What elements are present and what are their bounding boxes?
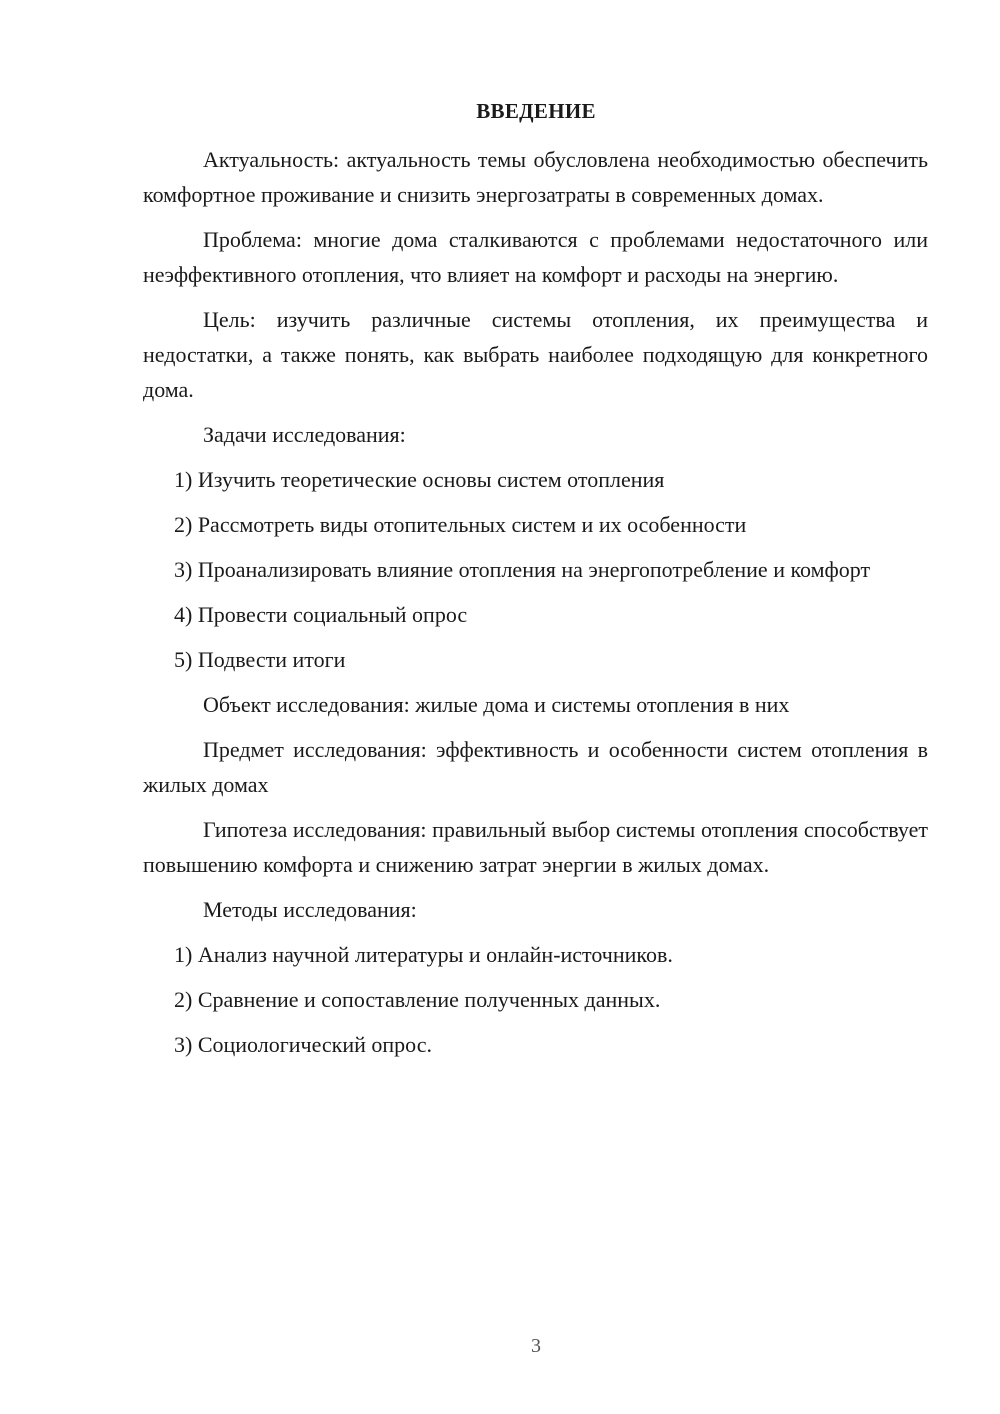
relevance-paragraph: Актуальность: актуальность темы обусловлена необходимостью обеспечить комфортное проживание и снизить энергозатраты в современных домах. [143,147,928,207]
document-title: ВВЕДЕНИЕ [476,99,596,123]
method-item-3: 3) Социологический опрос. [174,1032,432,1057]
task-item-4: 4) Провести социальный опрос [174,602,468,627]
method-item-1: 1) Анализ научной литературы и онлайн-источников. [174,942,673,967]
task-item-1: 1) Изучить теоретические основы систем отопления [174,467,665,492]
task-item-2: 2) Рассмотреть виды отопительных систем и их особенности [174,512,747,537]
task-item-5: 5) Подвести итоги [174,647,346,672]
goal-paragraph: Цель: изучить различные системы отопления, их преимущества и недостатки, а также понять, как выбрать наиболее подходящую для конкретного дома. [143,307,928,402]
method-item-2: 2) Сравнение и сопоставление полученных данных. [174,987,661,1012]
page-number: 3 [531,1335,541,1357]
subject-paragraph: Предмет исследования: эффективность и особенности систем отопления в жилых домах [143,737,928,797]
problem-paragraph: Проблема: многие дома сталкиваются с проблемами недостаточного или неэффективного отопления, что влияет на комфорт и расходы на энергию. [143,227,928,287]
document-body [143,142,928,1072]
hypothesis-paragraph: Гипотеза исследования: правильный выбор системы отопления способствует повышению комфорта и снижению затрат энергии в жилых домах. [143,817,928,877]
task-item-3: 3) Проанализировать влияние отопления на энергопотребление и комфорт [174,557,871,582]
object-paragraph: Объект исследования: жилые дома и системы отопления в них [203,692,790,717]
methods-heading: Методы исследования: [203,897,417,922]
tasks-heading: Задачи исследования: [203,422,406,447]
